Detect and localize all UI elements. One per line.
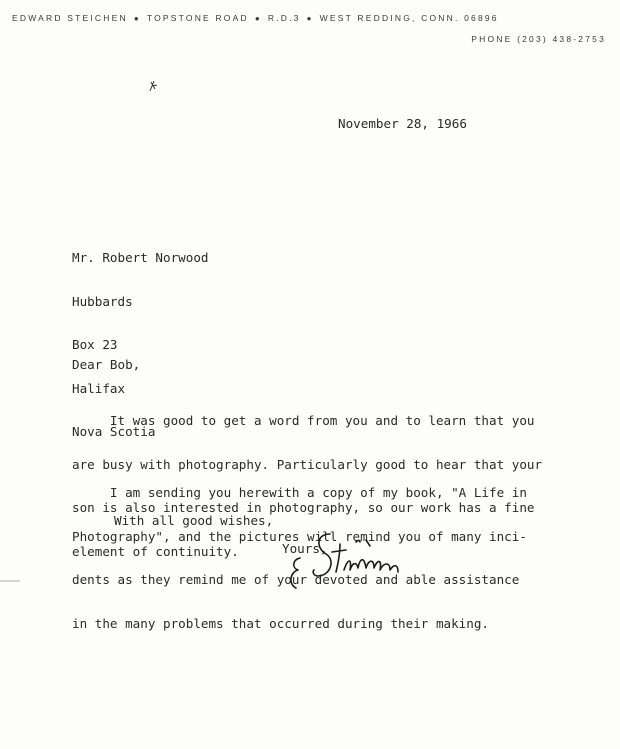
body-line: I am sending you herewith a copy of my book, "A Life in [72,485,527,500]
letterhead [12,13,608,23]
letterhead-name: EDWARD STEICHEN [12,13,128,23]
body-line: in the many problems that occurred during their making. [72,615,490,631]
recipient-line: Mr. Robert Norwood [72,250,209,265]
body-line: Photography", and the pictures will remind you of many inci- [72,528,527,544]
letterhead-road: TOPSTONE ROAD [146,13,249,23]
salutation: Dear Bob, [72,357,141,372]
letterhead-town: WEST REDDING, CONN. 06896 [319,13,499,23]
recipient-line: Hubbards [72,293,133,309]
body-line: are busy with photography. Particularly good to hear that your [72,456,543,472]
body-line: element of continuity. [72,543,239,559]
bullet-icon: ● [254,14,262,23]
body-line: It was good to get a word from you and to learn that you [72,413,535,428]
letterhead-rd: R.D.3 [267,13,301,23]
edge-mark [0,578,22,584]
body-line: dents as they remind me of your devoted and able assistance [72,572,520,587]
recipient-line: Nova Scotia [72,424,156,440]
letter-date: November 28, 1966 [338,116,467,131]
recipient-line: Halifax [72,380,126,396]
body-line: son is also interested in photography, so our work has a fine [72,500,535,515]
letterhead-phone: PHONE (203) 438-2753 [471,34,606,44]
bullet-icon: ● [133,14,141,23]
handwritten-signature [286,528,426,598]
bullet-icon: ● [306,14,314,23]
recipient-line: Box 23 [72,337,118,353]
stray-pen-mark [148,80,160,94]
signoff: Yours, [282,541,328,556]
closing: With all good wishes, [114,513,274,528]
